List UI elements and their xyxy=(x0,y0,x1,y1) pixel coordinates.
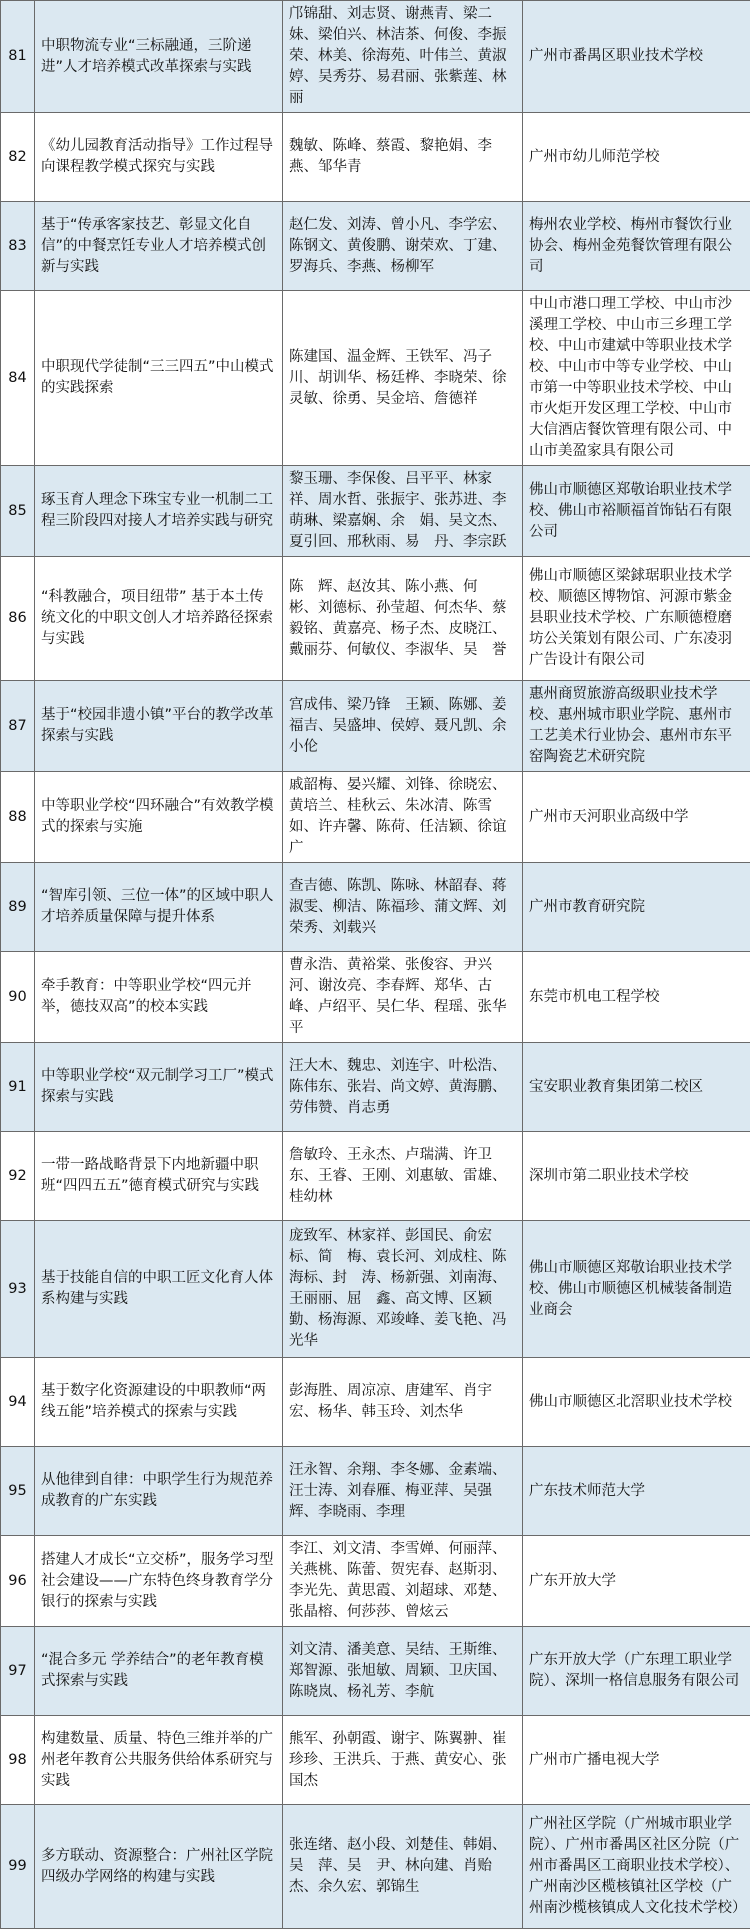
table-row xyxy=(1,863,750,952)
project-members: 彭海胜、周凉凉、唐建军、肖宇宏、杨华、韩玉玲、刘杰华 xyxy=(283,1358,523,1447)
project-members: 张连绪、赵小段、刘楚佳、韩娟、吴 萍、吴 尹、林向建、肖贻杰、余久宏、郭锦生 xyxy=(283,1805,523,1929)
project-title: 琢玉育人理念下珠宝专业一机制二工程三阶段四对接人才培养实践与研究 xyxy=(35,466,283,557)
project-organization: 深圳市第二职业技术学校 xyxy=(523,1132,750,1221)
project-organization: 梅州农业学校、梅州市餐饮行业协会、梅州金苑餐饮管理有限公司 xyxy=(523,202,750,291)
row-number: 91 xyxy=(1,1043,35,1132)
row-number: 97 xyxy=(1,1627,35,1716)
project-organization: 广州市番禺区职业技术学校 xyxy=(523,1,750,113)
project-members: 陈 辉、赵汝其、陈小燕、何 彬、刘德标、孙莹超、何杰华、蔡毅铭、黄嘉亮、杨子杰、皮晓江、戴丽芬、何敏仪、李淑华、吴 誉 xyxy=(283,557,523,681)
project-members: 刘文清、潘美意、吴结、王斯维、郑智源、张旭敏、周颖、卫庆国、陈晓岚、杨礼芳、李航 xyxy=(283,1627,523,1716)
project-organization: 惠州商贸旅游高级职业技术学校、惠州城市职业学院、惠州市工艺美术行业协会、惠州市东平窑陶瓷艺术研究院 xyxy=(523,681,750,772)
project-members: 庞致军、林家祥、彭国民、俞宏标、简 梅、袁长河、刘成柱、陈海标、封 涛、杨新强、刘南海、王丽丽、屈 鑫、高文博、区颖勤、杨海源、邓竣峰、姜飞艳、冯光华 xyxy=(283,1221,523,1358)
project-organization: 广东开放大学 xyxy=(523,1536,750,1627)
table-row xyxy=(1,952,750,1043)
project-members: 曹永浩、黄裕棠、张俊容、尹兴河、谢汝亮、李春辉、郑华、古峰、卢绍平、吴仁华、程瑶、张华平 xyxy=(283,952,523,1043)
project-title: 基于“传承客家技艺、彰显文化自信”的中餐烹饪专业人才培养模式创新与实践 xyxy=(35,202,283,291)
table-row xyxy=(1,202,750,291)
project-title: “智库引领、三位一体”的区域中职人才培养质量保障与提升体系 xyxy=(35,863,283,952)
project-members: 赵仁发、刘涛、曾小凡、李学宏、陈钢文、黄俊鹏、谢荣欢、丁建、罗海兵、李燕、杨柳军 xyxy=(283,202,523,291)
project-title: 中等职业学校“四环融合”有效教学模式的探索与实施 xyxy=(35,772,283,863)
table-row xyxy=(1,772,750,863)
project-organization: 广州市教育研究院 xyxy=(523,863,750,952)
project-organization: 广州市幼儿师范学校 xyxy=(523,113,750,202)
table-row xyxy=(1,1716,750,1805)
project-title: 中职物流专业“三标融通，三阶递进”人才培养模式改革探索与实践 xyxy=(35,1,283,113)
table-row xyxy=(1,291,750,466)
row-number: 93 xyxy=(1,1221,35,1358)
project-members: 戚韶梅、晏兴耀、刘锋、徐晓宏、黄培兰、桂秋云、朱冰清、陈雪如、许卉馨、陈荷、任洁颖、徐谊广 xyxy=(283,772,523,863)
table-row xyxy=(1,557,750,681)
table-row xyxy=(1,1536,750,1627)
row-number: 81 xyxy=(1,1,35,113)
row-number: 84 xyxy=(1,291,35,466)
project-organization: 佛山市顺德区郑敬诒职业技术学校、佛山市顺德区机械装备制造业商会 xyxy=(523,1221,750,1358)
project-title: 中职现代学徒制“三三四五”中山模式的实践探索 xyxy=(35,291,283,466)
row-number: 92 xyxy=(1,1132,35,1221)
row-number: 94 xyxy=(1,1358,35,1447)
project-title: 《幼儿园教育活动指导》工作过程导向课程教学模式探究与实践 xyxy=(35,113,283,202)
project-members: 汪大木、魏忠、刘连宇、叶松浩、陈伟东、张岩、尚文婷、黄海鹏、劳伟赞、肖志勇 xyxy=(283,1043,523,1132)
project-title: 中等职业学校“双元制学习工厂”模式探索与实践 xyxy=(35,1043,283,1132)
table-row xyxy=(1,681,750,772)
project-members: 黎玉珊、李保俊、吕平平、林家祥、周水哲、张振宇、张苏进、李萌琳、梁嘉娴、余 娟、吴文杰、夏引回、邢秋雨、易 丹、李宗跃 xyxy=(283,466,523,557)
projects-table-body xyxy=(1,1,750,1929)
project-organization: 佛山市顺德区梁銶琚职业技术学校、顺德区博物馆、河源市紫金县职业技术学校、广东顺德橙磨坊公关策划有限公司、广东凌羽广告设计有限公司 xyxy=(523,557,750,681)
project-title: 从他律到自律：中职学生行为规范养成教育的广东实践 xyxy=(35,1447,283,1536)
project-organization: 东莞市机电工程学校 xyxy=(523,952,750,1043)
row-number: 99 xyxy=(1,1805,35,1929)
project-members: 宫成伟、梁乃锋 王颖、陈娜、姜福吉、吴盛坤、侯婷、聂凡凯、余小伦 xyxy=(283,681,523,772)
project-title: 构建数量、质量、特色三维并举的广州老年教育公共服务供给体系研究与实践 xyxy=(35,1716,283,1805)
row-number: 96 xyxy=(1,1536,35,1627)
project-organization: 中山市港口理工学校、中山市沙溪理工学校、中山市三乡理工学校、中山市建斌中等职业技术学校、中山市中等专业学校、中山市第一中等职业技术学校、中山市火炬开发区理工学校、中山市大信酒店餐饮管理有限公司、中山市美盈家具有限公司 xyxy=(523,291,750,466)
project-title: 多方联动、资源整合：广州社区学院四级办学网络的构建与实践 xyxy=(35,1805,283,1929)
table-row xyxy=(1,1358,750,1447)
project-members: 李江、刘文清、李雪婵、何丽萍、关燕桃、陈蕾、贺宪春、赵斯羽、李光先、黄思霞、刘超球、邓楚、张晶榕、何莎莎、曾炫云 xyxy=(283,1536,523,1627)
table-row xyxy=(1,1043,750,1132)
project-organization: 广东开放大学（广东理工职业学院）、深圳一格信息服务有限公司 xyxy=(523,1627,750,1716)
row-number: 90 xyxy=(1,952,35,1043)
project-title: 一带一路战略背景下内地新疆中职班“四四五五”德育模式研究与实践 xyxy=(35,1132,283,1221)
project-members: 陈建国、温金辉、王铁军、冯子川、胡训华、杨廷桦、李晓荣、徐灵敏、徐勇、吴金培、詹德祥 xyxy=(283,291,523,466)
row-number: 87 xyxy=(1,681,35,772)
project-title: 搭建人才成长“立交桥”，服务学习型社会建设——广东特色终身教育学分银行的探索与实践 xyxy=(35,1536,283,1627)
project-organization: 广东技术师范大学 xyxy=(523,1447,750,1536)
project-organization: 广州社区学院（广州城市职业学院）、广州市番禺区社区分院（广州市番禺区工商职业技术学校）、广州南沙区榄核镇社区学校（广州南沙榄核镇成人文化技术学校） xyxy=(523,1805,750,1929)
table-row xyxy=(1,1805,750,1929)
table-row xyxy=(1,113,750,202)
project-title: 基于“校园非遗小镇”平台的教学改革探索与实践 xyxy=(35,681,283,772)
project-organization: 宝安职业教育集团第二校区 xyxy=(523,1043,750,1132)
project-organization: 广州市天河职业高级中学 xyxy=(523,772,750,863)
table-row xyxy=(1,1132,750,1221)
project-title: 基于数字化资源建设的中职教师“两线五能”培养模式的探索与实践 xyxy=(35,1358,283,1447)
project-members: 汪永智、余翔、李冬娜、金素端、汪士涛、刘春雁、梅亚萍、吴强辉、李晓雨、李理 xyxy=(283,1447,523,1536)
row-number: 89 xyxy=(1,863,35,952)
project-title: “科教融合，项目纽带” 基于本土传统文化的中职文创人才培养路径探索与实践 xyxy=(35,557,283,681)
row-number: 82 xyxy=(1,113,35,202)
project-title: 牵手教育：中等职业学校“四元并举，德技双高”的校本实践 xyxy=(35,952,283,1043)
project-organization: 佛山市顺德区北滘职业技术学校 xyxy=(523,1358,750,1447)
table-row xyxy=(1,1221,750,1358)
table-row xyxy=(1,1,750,113)
row-number: 95 xyxy=(1,1447,35,1536)
row-number: 85 xyxy=(1,466,35,557)
project-members: 魏敏、陈峰、蔡霞、黎艳娟、李燕、邹华青 xyxy=(283,113,523,202)
row-number: 86 xyxy=(1,557,35,681)
project-organization: 广州市广播电视大学 xyxy=(523,1716,750,1805)
project-members: 熊军、孙朝霞、谢宇、陈翼翀、崔珍珍、王洪兵、于燕、黄安心、张国杰 xyxy=(283,1716,523,1805)
project-members: 查吉德、陈凯、陈咏、林韶春、蒋淑雯、柳洁、陈福珍、蒲文辉、刘荣秀、刘载兴 xyxy=(283,863,523,952)
row-number: 88 xyxy=(1,772,35,863)
table-row xyxy=(1,1627,750,1716)
project-title: 基于技能自信的中职工匠文化育人体系构建与实践 xyxy=(35,1221,283,1358)
row-number: 98 xyxy=(1,1716,35,1805)
table-row xyxy=(1,1447,750,1536)
project-organization: 佛山市顺德区郑敬诒职业技术学校、佛山市裕顺福首饰钻石有限公司 xyxy=(523,466,750,557)
project-members: 詹敏玲、王永杰、卢瑞满、许卫东、王睿、王刚、刘惠敏、雷雄、桂幼林 xyxy=(283,1132,523,1221)
table-row xyxy=(1,466,750,557)
row-number: 83 xyxy=(1,202,35,291)
project-members: 邝锦甜、刘志贤、谢燕青、梁二妹、梁伯兴、林洁茶、何俊、李振荣、林美、徐海苑、叶伟兰、黄淑婷、吴秀芬、易君丽、张紫莲、林丽 xyxy=(283,1,523,113)
project-title: “混合多元 学养结合”的老年教育模式探索与实践 xyxy=(35,1627,283,1716)
